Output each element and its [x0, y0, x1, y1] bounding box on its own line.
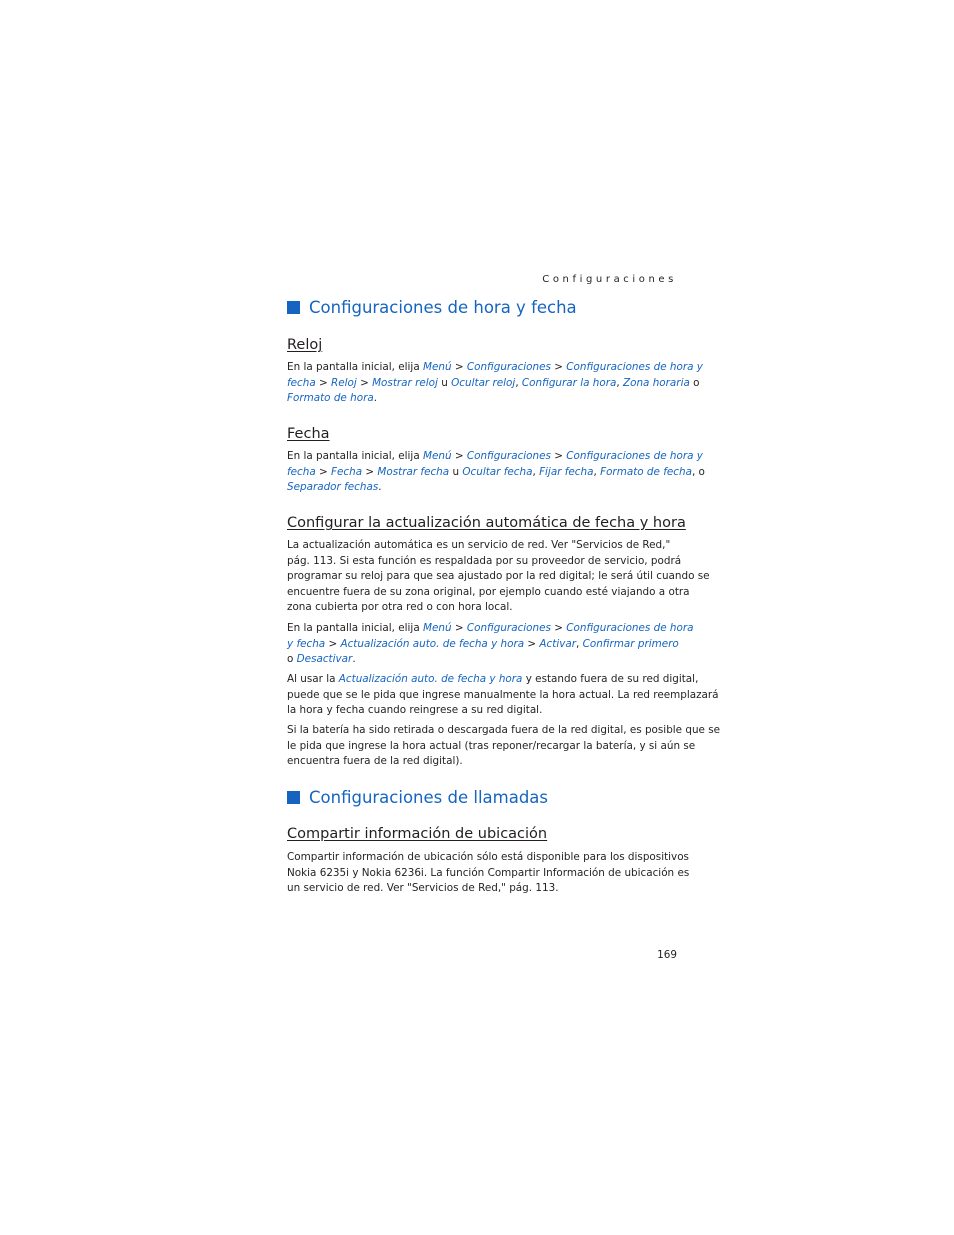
section-title-hora-fecha — [287, 298, 577, 317]
text-line: pág. 113. Si esta función es respaldada por su proveedor de servicio, podrá — [287, 554, 682, 567]
menu-link[interactable]: Formato de hora — [287, 392, 374, 405]
text-line: Formato de hora. — [287, 392, 378, 405]
text-line: En la pantalla inicial, elija Menú > Configuraciones > Configuraciones de hora — [287, 622, 694, 634]
heading-auto-update: Configurar la actualización automática de fecha y hora — [287, 515, 686, 531]
text-line: programar su reloj para que sea ajustado por la red digital; le será útil cuando se — [287, 570, 710, 583]
text-line: Nokia 6235i y Nokia 6236i. La función Compartir Información de ubicación es — [287, 866, 690, 879]
paragraph-ubicacion — [287, 850, 690, 897]
menu-link[interactable]: Desactivar — [296, 653, 353, 666]
text-line: y fecha > Actualización auto. de fecha y hora > Activar, Confirmar primero — [287, 637, 679, 650]
menu-link[interactable]: y fecha — [287, 637, 326, 650]
menu-link[interactable]: fecha — [287, 376, 316, 389]
paragraph-reloj — [287, 360, 703, 407]
menu-link[interactable]: Configurar la hora — [521, 376, 617, 389]
text-line: o Desactivar. — [287, 653, 356, 666]
menu-link[interactable]: Mostrar fecha — [377, 465, 450, 478]
menu-link[interactable]: Configuraciones de hora y — [566, 450, 703, 462]
menu-link[interactable]: Ocultar fecha — [462, 465, 533, 478]
menu-link[interactable]: Menú — [423, 361, 452, 373]
text-line: La actualización automática es un servicio de red. Ver "Servicios de Red," — [287, 539, 671, 551]
text-line: la hora y fecha cuando reingrese a su red digital. — [287, 704, 543, 717]
heading-ubicacion: Compartir información de ubicación — [287, 826, 548, 842]
paragraph-auto-4 — [287, 723, 721, 770]
menu-link[interactable]: Ocultar reloj — [451, 376, 516, 389]
text-line: Separador fechas. — [287, 481, 382, 494]
text-line: le pida que ingrese la hora actual (tras reponer/recargar la batería, y si aún se — [287, 739, 696, 752]
menu-link[interactable]: Actualización auto. de fecha y hora — [340, 637, 525, 650]
text-line: Al usar la Actualización auto. de fecha y hora y estando fuera de su red digital, — [287, 673, 699, 685]
menu-link[interactable]: Confirmar primero — [582, 637, 679, 650]
paragraph-fecha — [287, 449, 705, 496]
paragraph-auto-2 — [287, 621, 694, 668]
text-line: puede que se le pida que ingrese manualmente la hora actual. La red reemplazará — [287, 688, 719, 701]
menu-link[interactable]: Actualización auto. de fecha y hora — [338, 673, 523, 685]
menu-link[interactable]: Configuraciones — [466, 361, 551, 373]
text-line: encuentra fuera de la red digital). — [287, 755, 463, 768]
menu-link[interactable]: Mostrar reloj — [372, 376, 438, 389]
menu-link[interactable]: Reloj — [331, 376, 357, 389]
paragraph-auto-3 — [287, 672, 719, 719]
section-title-text: Configuraciones de llamadas — [309, 788, 549, 807]
menu-link[interactable]: Menú — [423, 450, 452, 462]
text-line: fecha > Fecha > Mostrar fecha u Ocultar fecha, Fijar fecha, Formato de fecha, o — [287, 465, 705, 478]
text-line: En la pantalla inicial, elija Menú > Configuraciones > Configuraciones de hora y — [287, 450, 703, 462]
section-title-text: Configuraciones de hora y fecha — [309, 298, 577, 317]
menu-link[interactable]: Formato de fecha — [600, 465, 692, 478]
text-line: un servicio de red. Ver "Servicios de Red," pág. 113. — [287, 882, 559, 895]
text-line: Si la batería ha sido retirada o descargada fuera de la red digital, es posible que se — [287, 724, 721, 736]
running-head: Configuraciones — [542, 274, 677, 285]
menu-link[interactable]: Configuraciones de hora y — [566, 361, 703, 373]
menu-link[interactable]: Configuraciones de hora — [566, 622, 694, 634]
menu-link[interactable]: Separador fechas — [287, 481, 379, 494]
menu-link[interactable]: Configuraciones — [466, 450, 551, 462]
page-number: 169 — [657, 949, 677, 961]
menu-link[interactable]: Menú — [423, 622, 452, 634]
section-square-icon — [287, 791, 300, 804]
heading-reloj: Reloj — [287, 337, 323, 353]
text-line: fecha > Reloj > Mostrar reloj u Ocultar reloj, Configurar la hora, Zona horaria o — [287, 376, 700, 389]
text-line: zona cubierta por otra red o con hora local. — [287, 601, 513, 614]
text-line: En la pantalla inicial, elija Menú > Configuraciones > Configuraciones de hora y — [287, 361, 703, 373]
text-line: Compartir información de ubicación sólo está disponible para los dispositivos — [287, 851, 689, 863]
menu-link[interactable]: Fijar fecha — [539, 465, 594, 478]
section-title-llamadas — [287, 788, 548, 807]
paragraph-auto-1 — [287, 538, 710, 616]
section-square-icon — [287, 301, 300, 314]
text-line: encuentre fuera de su zona original, por ejemplo cuando esté viajando a otra — [287, 585, 690, 598]
menu-link[interactable]: Fecha — [331, 465, 363, 478]
menu-link[interactable]: Configuraciones — [466, 622, 551, 634]
menu-link[interactable]: fecha — [287, 465, 316, 478]
heading-fecha: Fecha — [287, 426, 330, 442]
menu-link[interactable]: Zona horaria — [622, 376, 690, 389]
menu-link[interactable]: Activar — [539, 637, 576, 650]
